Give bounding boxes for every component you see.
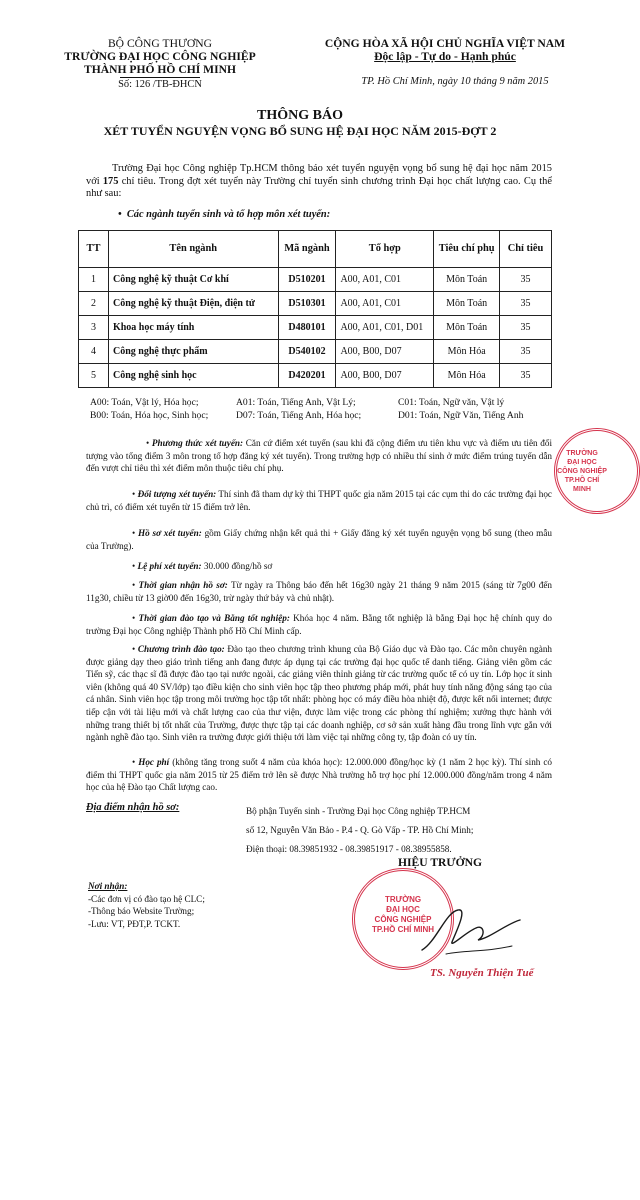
section-curriculum: • Chương trình đào tạo: Đào tạo theo chương trình khung của Bộ Giáo dục và Đào tạo. Các môn chuyên ngành được giảng dạy theo giáo trình tiếng anh đang được áp dụng tại các trường đại học quốc tế danh tiếng. Giảng viên gồm các Tiến sỹ, các thạc sĩ đã được đào tạo tại nước ngoài, các giảng viên thỉnh giảng từ các trường quốc tế có uy tín. Lớp học ít sinh viên (không quá 40 SV/lớp) tạo điều kiện cho sinh viên học tập theo phương pháp mới, phát huy tính năng động sáng tạo của cá nhân. Sinh viên học tập trong môi trường học tập tốt nhất: phòng học có máy điều hòa nhiệt độ, được kết nối internet; được tiếp cận với tài liệu mới và chất lượng cao của thư viện, được làm việc trong các phòng thí nghiệm; xưởng thực hành với những trang thiết bị tốt nhất của Trường, được thực tập tại các doanh nghiệp, cơ sở sản xuất hàng đầu trong lĩnh vực gắn với ngành nghề đào tạo. Sinh viên ra trường được giới thiệu tới làm việc tại những công ty, tập đoàn có uy tín. xyxy=(86,644,553,743)
seal-text: ĐẠI HỌC xyxy=(567,459,597,466)
recipient-item: -Thông báo Website Trường; xyxy=(88,906,195,917)
section-text: Từ ngày ra Thông báo đến hết 16g30 ngày 21 tháng 9 năm 2015 (sáng từ 7g00 đến 11g30, chiều từ 13 giờ00 đến 16g30, trừ ngày thứ bảy và chủ nhật). xyxy=(86,580,553,603)
seal-text: TRƯỜNG xyxy=(384,895,422,904)
table-row xyxy=(79,364,552,388)
section-text: 30.000 đồng/hồ sơ xyxy=(201,561,273,571)
cell-major-name: Khoa học máy tính xyxy=(108,316,278,340)
ministry-name: BỘ CÔNG THƯƠNG xyxy=(107,37,213,50)
table-row xyxy=(79,340,552,364)
cell-index: 1 xyxy=(79,268,109,292)
section-documents: • Hồ sơ xét tuyển: gồm Giấy chứng nhận kết quả thi + Giấy đăng ký xét tuyển nguyện vọng bổ sung (theo mẫu của Trường). xyxy=(86,528,553,551)
table-row xyxy=(79,292,552,316)
intro-paragraph xyxy=(86,163,552,201)
section-duration: • Thời gian đào tạo và Bằng tốt nghiệp: Khóa học 4 năm. Bằng tốt nghiệp là bằng Đại học hệ chính quy do trường Đại học Công nghiệp Thành phố Hồ Chí Minh cấp. xyxy=(86,613,553,636)
section-text: gồm Giấy chứng nhận kết quả thi + Giấy đăng ký xét tuyển nguyện vọng bổ sung (theo mẫu của Trường). xyxy=(86,528,553,551)
majors-heading: • Các ngành tuyển sinh và tổ hợp môn xét tuyển: xyxy=(118,209,331,220)
section-label: Lệ phí xét tuyển: xyxy=(137,561,202,571)
address-block xyxy=(246,802,473,859)
section-tuition: • Học phí (không tăng trong suốt 4 năm của khóa học): 12.000.000 đồng/học kỳ (1 năm 2 học kỳ). Thí sinh có điểm thi THPT quốc gia năm 2015 từ 25 điểm trở lên sẽ được Nhà trường hỗ trợ học phí 12.000.000 đồng/năm trong 4 năm học của hệ Đào tạo Chất lượng cao. xyxy=(86,757,553,793)
subject-code: B00: Toán, Hóa học, Sinh học; xyxy=(90,410,209,421)
cell-criterion: Môn Toán xyxy=(434,316,500,340)
seal-text: ĐẠI HỌC xyxy=(386,905,420,914)
section-fee: • Lệ phí xét tuyển: 30.000 đồng/hồ sơ xyxy=(132,561,273,571)
section-text: Thí sinh đã tham dự kỳ thi THPT quốc gia năm 2015 tại các cụm thi do các trường đại học chủ trì, có điểm xét tuyển từ 15 điểm trở lên. xyxy=(86,489,553,512)
handwritten-signature xyxy=(416,902,526,962)
cell-criterion: Môn Toán xyxy=(434,268,500,292)
seal-text: TP.HỒ CHÍ MINH xyxy=(371,925,435,934)
cell-index: 5 xyxy=(79,364,109,388)
cell-major-code: D510301 xyxy=(278,292,336,316)
place-date: TP. Hồ Chí Minh, ngày 10 tháng 9 năm 2015 xyxy=(361,76,549,87)
majors-heading-text: Các ngành tuyển sinh và tổ hợp môn xét tuyển: xyxy=(126,209,331,220)
cell-major-code: D510201 xyxy=(278,268,336,292)
intro-text-start: Trường Đại học Công nghiệp Tp.HCM thông báo xét tuyển nguyện vọng bổ sung hệ đại học năm 2015 với xyxy=(86,163,552,187)
cell-quota: 35 xyxy=(500,316,552,340)
section-eligibility: • Đối tượng xét tuyển: Thí sinh đã tham dự kỳ thi THPT quốc gia năm 2015 tại các cụm thi do các trường đại học chủ trì, có điểm xét tuyển từ 15 điểm trở lên. xyxy=(86,489,553,512)
cell-quota: 35 xyxy=(500,340,552,364)
subject-code: A00: Toán, Vật lý, Hóa học; xyxy=(90,397,199,408)
signer-title: HIỆU TRƯỞNG xyxy=(398,856,483,869)
school-name-line1: TRƯỜNG ĐẠI HỌC CÔNG NGHIỆP xyxy=(64,50,256,63)
issuer-block xyxy=(40,37,280,92)
section-label: Học phí xyxy=(138,757,170,767)
intro-quota: 175 xyxy=(102,175,119,187)
cell-major-code: D480101 xyxy=(278,316,336,340)
recipients-label: Nơi nhận: xyxy=(88,881,128,891)
cell-criterion: Môn Toán xyxy=(434,292,500,316)
seal-text: TP.HỒ CHÍ MINH xyxy=(564,477,600,493)
cell-major-code: D540102 xyxy=(278,340,336,364)
majors-table xyxy=(78,230,552,388)
table-row xyxy=(79,268,552,292)
section-label: Phương thức xét tuyển: xyxy=(151,438,244,448)
country-block xyxy=(300,37,590,63)
cell-major-name: Công nghệ kỹ thuật Điện, điện tử xyxy=(108,292,278,316)
intro-text-end: chỉ tiêu. Trong đợt xét tuyển này Trường chỉ tuyển sinh chương trình Đại học chất lượng cao. Cụ thể như sau: xyxy=(86,175,552,200)
section-label: Thời gian đào tạo và Bằng tốt nghiệp: xyxy=(138,613,290,623)
section-text: Đào tạo theo chương trình khung của Bộ Giáo dục và Đào tạo. Các môn chuyên ngành được giảng dạy theo giáo trình tiếng anh đang được áp dụng tại các trường đại học quốc tế danh tiếng. Giảng viên gồm các Tiến sỹ, các thạc sĩ đã được đào tạo tại nước ngoài, các giảng viên thỉnh giảng từ các trường quốc tế có uy tín. Lớp học ít sinh viên (không quá 40 SV/lớp) tạo điều kiện cho sinh viên học tập theo phương pháp mới, phát huy tính năng động sáng tạo của cá nhân. Sinh viên học tập trong môi trường học tập tốt nhất: phòng học có máy điều hòa nhiệt độ, được kết nối internet; được tiếp cận với tài liệu mới và chất lượng cao của thư viện, được làm việc trong các phòng thí nghiệm; xưởng thực hành với những trang thiết bị tốt nhất của Trường, được thực tập tại các doanh nghiệp, cơ sở sản xuất hàng đầu trong lĩnh vực gắn với ngành nghề đào tạo. Sinh viên ra trường được giới thiệu tới làm việc tại những công ty, tập đoàn có uy tín. xyxy=(86,644,553,743)
header-underline-left xyxy=(120,77,200,78)
national-motto: Độc lập - Tự do - Hạnh phúc xyxy=(374,50,516,63)
address-line: số 12, Nguyễn Văn Bảo - P.4 - Q. Gò Vấp - TP. Hồ Chí Minh; xyxy=(246,825,474,835)
section-label: Chương trình đào tạo: xyxy=(137,644,225,654)
col-header: Tiêu chí phụ xyxy=(434,231,500,268)
section-label: Đối tượng xét tuyển: xyxy=(137,489,217,499)
edge-seal xyxy=(554,428,640,514)
address-line: Bộ phận Tuyển sinh - Trường Đại học Công nghiệp TP.HCM xyxy=(246,806,471,816)
cell-quota: 35 xyxy=(500,268,552,292)
section-submission-time: • Thời gian nhận hồ sơ: Từ ngày ra Thông báo đến hết 16g30 ngày 21 tháng 9 năm 2015 (sáng từ 7g00 đến 11g30, chiều từ 13 giờ00 đến 16g30, trừ ngày thứ bảy và chủ nhật). xyxy=(86,580,553,603)
col-header: Tên ngành xyxy=(108,231,278,268)
subject-code: A01: Toán, Tiếng Anh, Vật Lý; xyxy=(236,397,356,408)
cell-major-code: D420201 xyxy=(278,364,336,388)
cell-major-name: Công nghệ kỹ thuật Cơ khí xyxy=(108,268,278,292)
section-text: Khóa học 4 năm. Bằng tốt nghiệp là bằng Đại học hệ chính quy do trường Đại học Công nghiệp Thành phố Hồ Chí Minh cấp. xyxy=(86,613,553,636)
cell-combination: A00, B00, D07 xyxy=(336,340,434,364)
section-label: Thời gian nhận hồ sơ: xyxy=(138,580,228,590)
cell-combination: A00, A01, C01 xyxy=(336,292,434,316)
cell-combination: A00, A01, C01 xyxy=(336,268,434,292)
section-admission-method: • Phương thức xét tuyển: Căn cứ điểm xét tuyển (sau khi đã cộng điểm ưu tiên khu vực và điểm ưu tiên đối tượng vào tổng điểm 3 môn trong tổ hợp đăng ký xét tuyển). Trong trường hợp có nhiều thí sinh ở mức điểm trúng tuyển dẫn đến vượt chỉ tiêu thì xét điểm môn thuộc tiêu chí phụ. xyxy=(86,438,552,474)
col-header: TT xyxy=(79,231,109,268)
cell-index: 3 xyxy=(79,316,109,340)
cell-criterion: Môn Hóa xyxy=(434,340,500,364)
school-name-line2: THÀNH PHỐ HỒ CHÍ MINH xyxy=(83,63,236,76)
subject-code: C01: Toán, Ngữ văn, Vật lý xyxy=(398,397,505,408)
address-label: Địa điểm nhận hồ sơ: xyxy=(86,802,180,813)
col-header: Chỉ tiêu xyxy=(500,231,552,268)
seal-text: CÔNG NGHIỆP xyxy=(557,468,607,475)
section-text: (không tăng trong suốt 4 năm của khóa học): 12.000.000 đồng/học kỳ (1 năm 2 học kỳ). Thí sinh có điểm thi THPT quốc gia năm 2015 từ 25 điểm trở lên sẽ được Nhà trường hỗ trợ học phí 12.000.000 đồng/năm trong 4 năm học của hệ Đào tạo Chất lượng cao. xyxy=(86,757,553,793)
cell-index: 2 xyxy=(79,292,109,316)
seal-text: CÔNG NGHIỆP xyxy=(374,915,432,924)
document-number: Số: 126 /TB-ĐHCN xyxy=(118,79,202,90)
signer-name: TS. Nguyễn Thiện Tuế xyxy=(430,967,534,979)
col-header: Tổ hợp xyxy=(336,231,434,268)
cell-index: 4 xyxy=(79,340,109,364)
section-label: Hồ sơ xét tuyển: xyxy=(138,528,202,538)
cell-quota: 35 xyxy=(500,292,552,316)
cell-criterion: Môn Hóa xyxy=(434,364,500,388)
table-row xyxy=(79,316,552,340)
country-name: CỘNG HÒA XÃ HỘI CHỦ NGHĨA VIỆT NAM xyxy=(324,37,566,50)
table-header-row xyxy=(79,231,552,268)
recipients-block xyxy=(88,880,205,930)
cell-major-name: Công nghệ sinh học xyxy=(108,364,278,388)
recipient-item: -Lưu: VT, PĐT,P. TCKT. xyxy=(88,918,181,929)
cell-combination: A00, B00, D07 xyxy=(336,364,434,388)
subject-code: D01: Toán, Ngữ Văn, Tiếng Anh xyxy=(398,410,524,421)
seal-text: TRƯỜNG xyxy=(566,450,598,457)
notice-subtitle: XÉT TUYỂN NGUYỆN VỌNG BỔ SUNG HỆ ĐẠI HỌC NĂM 2015-ĐỢT 2 xyxy=(103,124,497,138)
cell-quota: 35 xyxy=(500,364,552,388)
address-phone: Điện thoại: 08.39851932 - 08.39851917 - 08.38955858. xyxy=(246,844,452,854)
section-text: Căn cứ điểm xét tuyển (sau khi đã cộng điểm ưu tiên khu vực và điểm ưu tiên đối tượng vào tổng điểm 3 môn trong tổ hợp đăng ký xét tuyển). Trong trường hợp có nhiều thí sinh ở mức điểm trúng tuyển dẫn đến vượt chỉ tiêu thì xét điểm môn thuộc tiêu chí phụ. xyxy=(86,438,552,474)
cell-combination: A00, A01, C01, D01 xyxy=(336,316,434,340)
notice-title: THÔNG BÁO xyxy=(257,108,343,123)
cell-major-name: Công nghệ thực phẩm xyxy=(108,340,278,364)
recipient-item: -Các đơn vị có đào tạo hệ CLC; xyxy=(88,893,205,904)
col-header: Mã ngành xyxy=(278,231,336,268)
subject-code: D07: Toán, Tiếng Anh, Hóa học; xyxy=(236,410,362,421)
